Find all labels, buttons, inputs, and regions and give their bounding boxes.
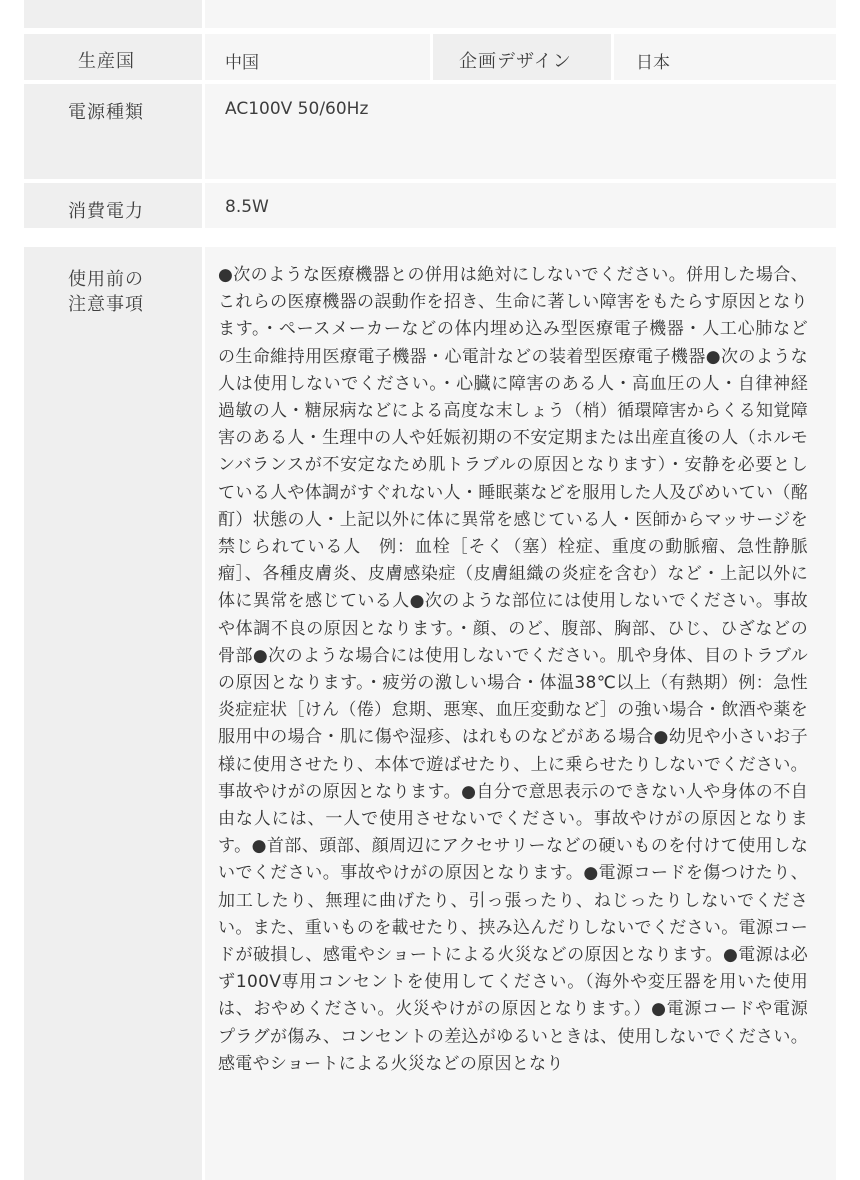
origin-value-cell: [205, 34, 430, 80]
precautions-label-cell: [24, 247, 202, 1180]
power-type-label: 電源種類: [68, 102, 144, 123]
origin-label: 生産国: [78, 51, 135, 72]
power-type-value-cell: [205, 84, 836, 179]
precautions-text: ●次のような医療機器との併用は絶対にしないでください。併用した場合、これらの医療機器の誤動作を招き、生命に著しい障害をもたらす原因となります。・ペースメーカーなどの体内埋め込み型医療電子機器・人工心肺などの生命維持用医療電子機器・心電計などの装着型医療電子機器●次のような人は使用しないでください。・心臓に障害のある人・高血圧の人・自律神経過敏の人・糖尿病などによる高度な末しょう（梢）循環障害からくる知覚障害のある人・生理中の人や妊娠初期の不安定期または出産直後の人（ホルモンバランスが不安定なため肌トラブルの原因となります）・安静を必要としている人や体調がすぐれない人・睡眠薬などを服用した人及びめいてい（酩酊）状態の人・上記以外に体に異常を感じている人・医師からマッサージを禁じられている人 例：血栓［そく（塞）栓症、重度の動脈瘤、急性静脈瘤］、各種皮膚炎、皮膚感染症（皮膚組織の炎症を含む）など・上記以外に体に異常を感じている人●次のような部位には使用しないでください。事故や体調不良の原因となります。・顔、のど、腹部、胸部、ひじ、ひざなどの骨部●次のような場合には使用しないでください。肌や身体、目のトラブルの原因となります。・疲労の激しい場合・体温38℃以上（有熱期）例：急性炎症症状［けん（倦）怠期、悪寒、血圧変動など］の強い場合・飲酒や薬を服用中の場合・肌に傷や湿疹、はれものなどがある場合●幼児や小さいお子様に使用させたり、本体で遊ばせたり、上に乗らせたりしないでください。事故やけがの原因となります。●自分で意思表示のできない人や身体の不自由な人には、一人で使用させないでください。事故やけがの原因となります。●首部、頭部、顔周辺にアクセサリーなどの硬いものを付けて使用しないでください。事故やけがの原因となります。●電源コードを傷つけたり、加工したり、無理に曲げたり、引っ張ったり、ねじったりしないでください。また、重いものを載せたり、挟み込んだりしないでください。電源コードが破損し、感電やショートによる火災などの原因となります。●電源は必ず100V専用コンセントを使用してください。（海外や変圧器を用いた使用は、おやめください。火災やけがの原因となります。）●電源コードや電源プラグが傷み、コンセントの差込がゆるいときは、使用しないでください。感電やショートによる火災などの原因となり: [218, 265, 808, 1074]
spec-row-origin: [24, 34, 836, 80]
power-consumption-value: 8.5W: [225, 197, 269, 217]
precautions-label: 使用前の 注意事項: [68, 269, 144, 315]
origin-label-cell: [24, 34, 202, 80]
power-type-value: AC100V 50/60Hz: [225, 99, 369, 119]
design-label: 企画デザイン: [459, 51, 572, 72]
spec-value-cell: [205, 0, 836, 28]
power-consumption-label-cell: [24, 183, 202, 228]
power-consumption-value-cell: [205, 183, 836, 228]
design-label-cell: [433, 34, 611, 80]
power-type-label-cell: [24, 84, 202, 179]
power-consumption-label: 消費電力: [68, 201, 144, 222]
design-value-cell: [614, 34, 836, 80]
design-value: 日本: [636, 53, 670, 73]
origin-value: 中国: [225, 53, 259, 73]
spec-row-top-partial: [24, 0, 836, 28]
spec-row-power-type: [24, 84, 836, 179]
spec-row-power-consumption: [24, 183, 836, 228]
spec-label-cell: [24, 0, 202, 28]
